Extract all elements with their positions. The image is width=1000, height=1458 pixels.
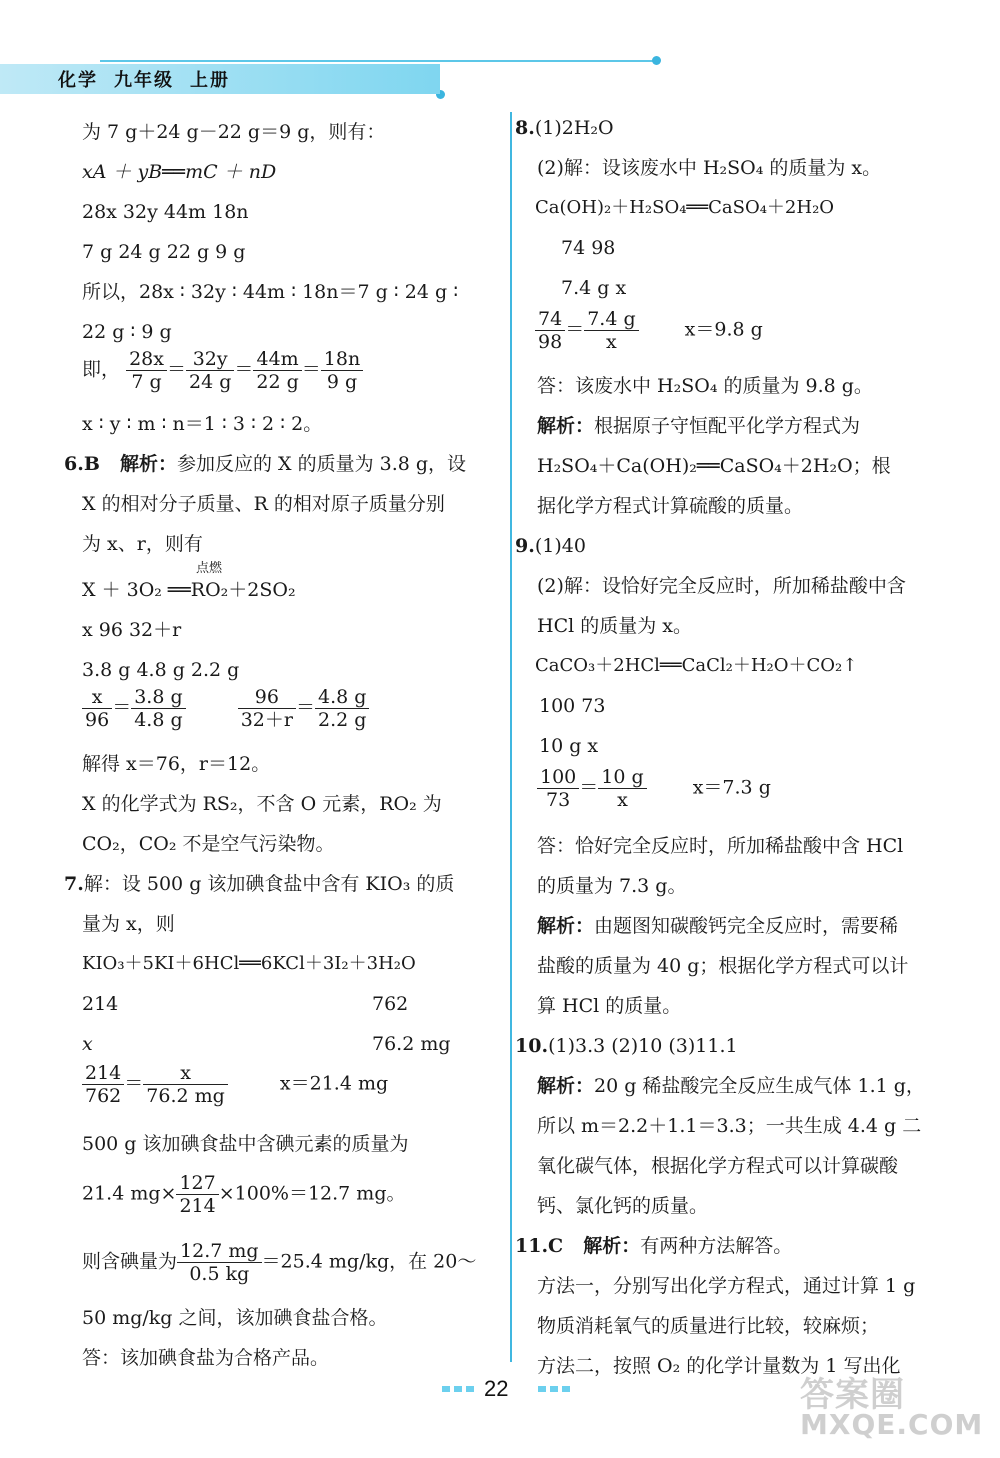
- fraction: $\frac{4.8 g}{2.2 g}$: [315, 686, 369, 731]
- fraction: $\frac{100}{73}$: [537, 766, 579, 811]
- result: x＝21.4 mg: [279, 1072, 389, 1095]
- text-line: 方法一，分别写出化学方程式，通过计算 1 g: [537, 1275, 916, 1297]
- fraction: $\frac{3.8 g}{4.8 g}$: [131, 686, 185, 731]
- question-10: [515, 1032, 738, 1060]
- text-line: 答：恰好完全反应时，所加稀盐酸中含 HCl: [537, 835, 904, 857]
- equation: Ca(OH)₂＋H₂SO₄══CaSO₄＋2H₂O: [535, 197, 835, 218]
- proportion: $\frac{100}{73}$ ＝ $\frac{10 g}{x}$ x＝7.3 g: [537, 766, 771, 811]
- book-title: [58, 66, 246, 92]
- watermark-top: 答案圈: [800, 1375, 905, 1415]
- value: 762: [372, 993, 409, 1015]
- equation-row: 7 g 24 g 22 g 9 g: [82, 241, 246, 263]
- equation: X ＋ 3O₂ ══RO₂＋2SO₂: [82, 579, 296, 601]
- equation-row: 100 73: [539, 695, 606, 717]
- text-line: 由题图知碳酸钙完全反应时，需要稀: [594, 915, 899, 937]
- header-rule-dot-icon: [652, 56, 661, 65]
- value: x: [82, 1033, 93, 1055]
- equation: KIO₃＋5KI＋6HCl══6KCl＋3I₂＋3H₂O: [82, 953, 416, 974]
- text-line: 据化学方程式计算硫酸的质量。: [537, 495, 804, 517]
- text-line: (1)2H₂O: [534, 117, 614, 139]
- footer-decoration: [442, 1386, 478, 1392]
- footer-decoration: [538, 1386, 574, 1392]
- text-line: 解：设 500 g 该加碘食盐中含有 KIO₃ 的质: [83, 873, 455, 895]
- fraction: $\frac{18n}{9 g}$: [321, 348, 363, 393]
- analysis-label: 解析：: [537, 915, 595, 937]
- text-line: 参加反应的 X 的质量为 3.8 g，设: [176, 453, 467, 475]
- question-number: 6.B: [64, 453, 100, 475]
- fraction: $\frac{28x}{7 g}$: [126, 348, 167, 393]
- question-number: 8.: [515, 117, 535, 139]
- fraction: $\frac{32y}{24 g}$: [186, 348, 234, 393]
- grade: 九年级: [114, 70, 174, 91]
- page-number: 22: [484, 1376, 509, 1401]
- text-line: 的质量为 7.3 g。: [537, 875, 687, 897]
- analysis: [537, 412, 860, 440]
- equation-row: 10 g x: [539, 735, 599, 757]
- text-line: 答：该加碘食盐为合格产品。: [82, 1347, 330, 1369]
- analysis-label: 解析：: [537, 415, 595, 437]
- text-line: 20 g 稀盐酸完全反应生成气体 1.1 g，: [594, 1075, 925, 1097]
- text-line: 所以，28x ∶ 32y ∶ 44m ∶ 18n＝7 g ∶ 24 g ∶: [82, 281, 459, 303]
- volume: 上册: [190, 70, 230, 91]
- equation-row: 28x 32y 44m 18n: [82, 201, 249, 223]
- text-line: 为 7 g＋24 g－22 g＝9 g，则有：: [82, 121, 386, 143]
- header-rule: [100, 60, 660, 62]
- text-line: H₂SO₄＋Ca(OH)₂══CaSO₄＋2H₂O；根: [537, 455, 891, 477]
- text-line: 算 HCl 的质量。: [537, 995, 682, 1017]
- question-number: 7.: [64, 873, 84, 895]
- text-line: X 的相对分子质量、R 的相对原子质量分别: [82, 493, 445, 515]
- equation-row: [82, 1030, 451, 1058]
- value: 76.2 mg: [372, 1033, 451, 1055]
- fraction: $\frac{10 g}{x}$: [598, 766, 646, 811]
- watermark: [800, 1375, 984, 1441]
- analysis-label: 解析：: [537, 1075, 595, 1097]
- equation-row: x 96 32＋r: [82, 619, 182, 641]
- question-number: 9.: [515, 535, 535, 557]
- result: x＝7.3 g: [692, 776, 771, 799]
- text-line: 量为 x，则: [82, 913, 175, 935]
- text-line: 钙、氯化钙的质量。: [537, 1195, 709, 1217]
- reaction-condition: 点燃: [196, 561, 223, 576]
- value: 214: [82, 993, 119, 1015]
- fraction: $\frac{214}{762}$: [82, 1062, 124, 1107]
- text-line: 根据原子守恒配平化学方程式为: [594, 415, 861, 437]
- question-number: 11.C: [515, 1235, 564, 1257]
- text-prefix: 即，: [82, 358, 121, 381]
- text-line: x ∶ y ∶ m ∶ n＝1 ∶ 3 ∶ 2 ∶ 2。: [82, 413, 323, 435]
- text-line: (1)3.3 (2)10 (3)11.1: [548, 1035, 738, 1057]
- text-line: 22 g ∶ 9 g: [82, 321, 172, 343]
- text-line: HCl 的质量为 x。: [537, 615, 692, 637]
- calculation: [82, 1240, 476, 1285]
- text-prefix: 则含碘量为: [82, 1250, 178, 1273]
- equation-row: [82, 990, 409, 1018]
- proportion: $\frac{x}{96}$ ＝ $\frac{3.8 g}{4.8 g}$ $\frac{96}{32+r}$ ＝ $\frac{4.8 g}{2.2 g}$: [82, 686, 369, 731]
- text-suffix: ＝25.4 mg/kg，在 20～: [261, 1250, 477, 1273]
- question-6: [64, 450, 466, 478]
- question-11: [515, 1232, 792, 1260]
- text-line: 为 x、r，则有: [82, 533, 203, 555]
- calculation: [82, 1172, 405, 1217]
- text-line: 解得 x＝76，r＝12。: [82, 753, 271, 775]
- text-line: 有两种方法解答。: [640, 1235, 793, 1257]
- fraction: $\frac{44m}{22 g}$: [253, 348, 301, 393]
- fraction: $\frac{12.7 mg}{0.5 kg}$: [177, 1240, 262, 1285]
- question-7: [64, 870, 454, 898]
- text-line: 氧化碳气体，根据化学方程式可以计算碳酸: [537, 1155, 899, 1177]
- text-line: 所以 m＝2.2＋1.1＝3.3；一共生成 4.4 g 二: [537, 1115, 922, 1137]
- text-line: (2)解：设恰好完全反应时，所加稀盐酸中含: [537, 575, 906, 597]
- proportion: $\frac{74}{98}$ ＝ $\frac{7.4 g}{x}$ x＝9.8 g: [535, 308, 763, 353]
- ratio-equation: 即， $\frac{28x}{7 g}$ ＝ $\frac{32y}{24 g}$ ＝ $\frac{44m}{22 g}$ ＝ $\frac{18n}{9 g}$: [82, 348, 363, 393]
- text-line: 答：该废水中 H₂SO₄ 的质量为 9.8 g。: [537, 375, 873, 397]
- equation: CaCO₃＋2HCl══CaCl₂＋H₂O＋CO₂↑: [535, 655, 858, 676]
- fraction: $\frac{74}{98}$: [535, 308, 565, 353]
- analysis-label: 解析：: [583, 1235, 641, 1257]
- text-line: 盐酸的质量为 40 g；根据化学方程式可以计: [537, 955, 909, 977]
- subject: 化学: [58, 70, 98, 91]
- equation-row: 7.4 g x: [561, 277, 627, 299]
- analysis-label: 解析：: [119, 453, 177, 475]
- proportion: $\frac{214}{762}$ ＝ $\frac{x}{76.2 mg}$ x＝21.4 mg: [82, 1062, 388, 1107]
- text-line: (2)解：设该废水中 H₂SO₄ 的质量为 x。: [537, 157, 882, 179]
- column-divider: [510, 112, 512, 1362]
- text-line: X 的化学式为 RS₂，不含 O 元素，RO₂ 为: [82, 793, 442, 815]
- analysis: [537, 912, 898, 940]
- text-line: (1)40: [534, 535, 586, 557]
- text-line: 500 g 该加碘食盐中含碘元素的质量为: [82, 1133, 409, 1155]
- equation-row: 3.8 g 4.8 g 2.2 g: [82, 659, 240, 681]
- text-line: 物质消耗氧气的质量进行比较，较麻烦；: [537, 1315, 880, 1337]
- fraction: $\frac{127}{214}$: [176, 1172, 218, 1217]
- question-9: [515, 532, 586, 560]
- equation-row: 74 98: [561, 237, 616, 259]
- text-line: CO₂，CO₂ 不是空气污染物。: [82, 833, 335, 855]
- result: x＝9.8 g: [684, 318, 763, 341]
- analysis: [537, 1072, 925, 1100]
- question-8: [515, 114, 614, 142]
- question-number: 10.: [515, 1035, 549, 1057]
- fraction: $\frac{x}{96}$: [82, 686, 112, 731]
- text-line: 方法二，按照 O₂ 的化学计量数为 1 写出化: [537, 1355, 901, 1377]
- text-suffix: ×100%＝12.7 mg。: [218, 1182, 406, 1205]
- fraction: $\frac{7.4 g}{x}$: [584, 308, 638, 353]
- text-line: 50 mg/kg 之间，该加碘食盐合格。: [82, 1307, 388, 1329]
- fraction: $\frac{96}{32+r}$: [238, 686, 296, 731]
- text-prefix: 21.4 mg×: [82, 1182, 177, 1205]
- equation: xA ＋ yB══mC ＋ nD: [82, 161, 277, 183]
- fraction: $\frac{x}{76.2 mg}$: [143, 1062, 228, 1107]
- watermark-bottom: MXQE.COM: [800, 1408, 984, 1441]
